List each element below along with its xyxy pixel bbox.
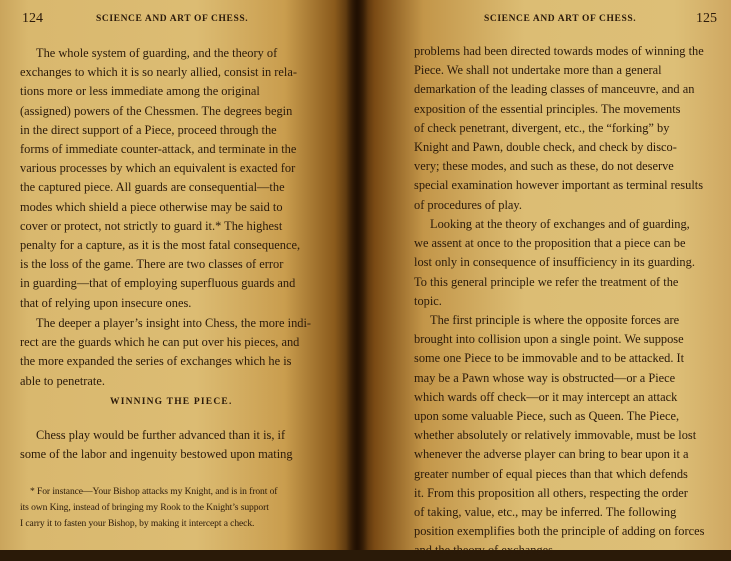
- right-page: [356, 0, 731, 558]
- text-line: Looking at the theory of exchanges and of guarding,: [430, 217, 690, 231]
- text-line: Piece. We shall not undertake more than a general: [414, 63, 662, 78]
- left-running-header: SCIENCE AND ART OF CHESS.: [96, 14, 249, 24]
- footnote-line: its own King, instead of bringing my Rook to the Knight’s support: [20, 502, 269, 514]
- text-line: exposition of the essential principles. The movements: [414, 101, 681, 116]
- text-line: brought into collision upon a single point. We suppose: [414, 332, 684, 347]
- text-line: in guarding—that of employing superfluous guards and: [20, 276, 296, 291]
- text-line: whether absolutely or relatively immovable, must be lost: [414, 428, 697, 443]
- text-line: topic.: [414, 293, 442, 308]
- text-line: problems had been directed towards modes of winning the: [414, 44, 704, 58]
- footnote-line: * For instance—Your Bishop attacks my Knight, and is in front of: [30, 486, 278, 497]
- text-line: The deeper a player’s insight into Chess, the more indi-: [36, 316, 312, 330]
- text-line: forms of immediate counter-attack, and terminate in the: [20, 142, 297, 157]
- text-line: Knight and Pawn, double check, and check by disco-: [414, 140, 677, 155]
- text-line: upon some valuable Piece, such as Queen. The Piece,: [414, 409, 680, 424]
- text-line: in the direct support of a Piece, proceed through the: [20, 122, 277, 137]
- right-paragraph-1: [414, 42, 716, 215]
- text-line: tions more or less immediate among the original: [20, 84, 260, 99]
- text-line: some one Piece to be immovable and to be attacked. It: [414, 351, 685, 366]
- text-line: (assigned) powers of the Chessmen. The degrees begin: [20, 103, 293, 118]
- text-line: demarkation of the leading classes of manceuvre, and an: [414, 82, 695, 97]
- text-line: cover or protect, not strictly to guard it.* The highest: [20, 218, 283, 233]
- left-paragraph-3: [20, 426, 324, 464]
- section-title: WINNING THE PIECE.: [110, 397, 233, 407]
- text-line: is the loss of the game. There are two classes of error: [20, 257, 284, 272]
- text-line: we assent at once to the proposition that a piece can be: [414, 236, 686, 251]
- footnote-line: I carry it to fasten your Bishop, by making it intercept a check.: [20, 518, 255, 530]
- text-line: rect are the guards which he can put over his pieces, and: [20, 335, 300, 350]
- text-line: of check penetrant, divergent, etc., the “forking” by: [414, 120, 670, 135]
- left-page: [0, 0, 356, 550]
- text-line: it. From this proposition all others, respecting the order: [414, 485, 688, 500]
- text-line: which wards off check—or it may intercept an attack: [414, 389, 678, 404]
- text-line: position exemplifies both the principle of adding on forces: [414, 524, 705, 539]
- text-line: special examination however important as terminal results: [414, 178, 704, 193]
- footnote: [20, 484, 332, 533]
- text-line: may be a Pawn whose way is obstructed—or a Piece: [414, 370, 676, 385]
- text-line: The first principle is where the opposite forces are: [430, 313, 680, 327]
- book-gutter: [346, 0, 368, 550]
- text-line: of procedures of play.: [414, 197, 522, 212]
- left-page-number: 124: [22, 11, 43, 26]
- text-line: Chess play would be further advanced than it is, if: [36, 428, 286, 442]
- text-line: To this general principle we refer the treatment of the: [414, 274, 679, 289]
- text-line: whenever the adverse player can bring to bear upon it a: [414, 447, 689, 462]
- text-line: penalty for a capture, as it is the most fatal consequence,: [20, 238, 301, 253]
- right-paragraph-3: [414, 311, 716, 561]
- text-line: some of the labor and ingenuity bestowed upon mating: [20, 447, 293, 462]
- text-line: of taking, value, etc., may be inferred. The following: [414, 505, 677, 520]
- text-line: lost only in consequence of insufficiency in its guarding.: [414, 255, 695, 270]
- text-line: various processes by which an equivalent is exacted for: [20, 161, 296, 176]
- right-paragraph-2: [414, 215, 716, 311]
- right-page-number: 125: [696, 11, 717, 26]
- right-running-header: SCIENCE AND ART OF CHESS.: [484, 14, 637, 24]
- text-line: very; these modes, and such as these, do not deserve: [414, 159, 674, 174]
- text-line: the more expanded the series of exchanges which he is: [20, 354, 292, 369]
- text-line: and the theory of exchanges.: [414, 543, 557, 558]
- text-line: the captured piece. All guards are consequential—the: [20, 180, 285, 195]
- text-line: modes which shield a piece otherwise may be said to: [20, 199, 283, 214]
- text-line: that of relying upon insecure ones.: [20, 295, 192, 310]
- text-line: greater number of equal pieces than that which defends: [414, 466, 688, 481]
- text-line: exchanges to which it is so nearly allied, consist in rela-: [20, 65, 297, 80]
- text-line: able to penetrate.: [20, 373, 105, 388]
- left-paragraph-2: [20, 314, 324, 391]
- text-line: The whole system of guarding, and the theory of: [36, 46, 278, 60]
- left-paragraph-1: [20, 44, 324, 313]
